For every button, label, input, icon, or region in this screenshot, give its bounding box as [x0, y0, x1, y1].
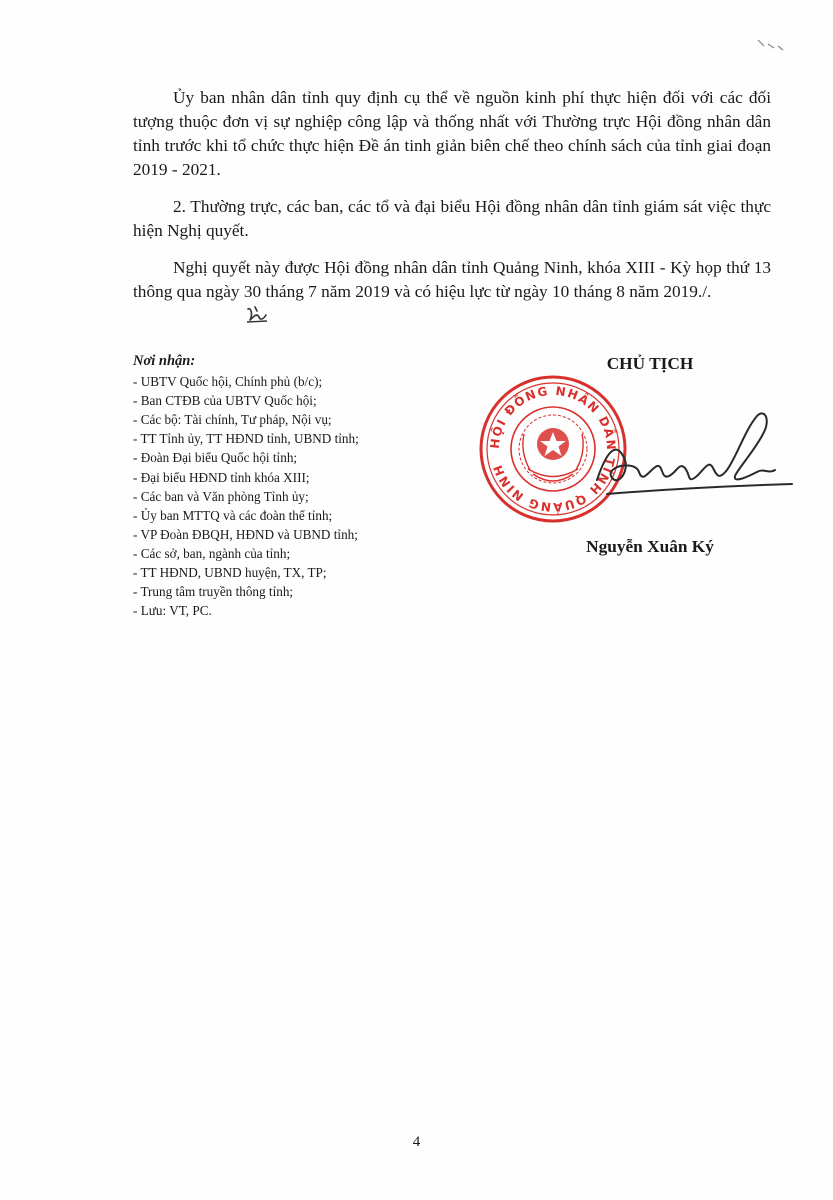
recipient-item: - Ủy ban MTTQ và các đoàn thể tỉnh; [133, 507, 333, 523]
handwritten-initial-mark [245, 305, 269, 325]
paragraph-funding [133, 86, 771, 182]
recipients-list [133, 352, 433, 620]
recipient-item: - Đoàn Đại biểu Quốc hội tỉnh; [133, 450, 298, 466]
recipient-item: - TT HĐND, UBND huyện, TX, TP; [133, 565, 327, 581]
recipients-heading: Nơi nhận: [133, 353, 196, 369]
recipient-item: - Các sở, ban, ngành của tỉnh; [133, 545, 291, 561]
paragraph-funding-text: Ủy ban nhân dân tỉnh quy định cụ thể về nguồn kinh phí thực hiện đối với các đối tượng thuộc đơn vị sự nghiệp công lập và thống nhất với Thường trực Hội đồng nhân dân tỉnh trước khi tổ chức thực hiện Đề án tinh giản biên chế theo chính sách của tỉnh giai đoạn 2019 - 2021. [133, 88, 771, 179]
signer-title: CHỦ TỊCH [606, 354, 694, 373]
paragraph-supervision [133, 195, 771, 243]
recipient-item: - UBTV Quốc hội, Chính phủ (b/c); [133, 374, 323, 390]
recipient-item: - TT Tỉnh ủy, TT HĐND tỉnh, UBND tỉnh; [133, 431, 359, 447]
recipient-item: - Lưu: VT, PC. [133, 603, 212, 619]
scan-corner-mark [756, 36, 786, 52]
paragraph-supervision-text: 2. Thường trực, các ban, các tổ và đại biểu Hội đồng nhân dân tỉnh giám sát việc thực hiện Nghị quyết. [133, 197, 771, 240]
handwritten-signature [587, 410, 797, 505]
paragraph-effective-date-text: Nghị quyết này được Hội đồng nhân dân tỉnh Quảng Ninh, khóa XIII - Kỳ họp thứ 13 thông qua ngày 30 tháng 7 năm 2019 và có hiệu lực từ ngày 10 tháng 8 năm 2019./. [133, 258, 771, 301]
signer-name: Nguyễn Xuân Ký [586, 537, 714, 556]
recipient-item: - VP Đoàn ĐBQH, HĐND và UBND tỉnh; [133, 526, 358, 542]
recipient-item: - Các bộ: Tài chính, Tư pháp, Nội vụ; [133, 412, 332, 428]
recipient-item: - Các ban và Văn phòng Tỉnh ủy; [133, 488, 309, 504]
page-number: 4 [412, 1134, 421, 1150]
recipient-item: - Đại biểu HĐND tỉnh khóa XIII; [133, 469, 310, 485]
paragraph-effective-date [133, 256, 771, 304]
recipient-item: - Trung tâm truyền thông tỉnh; [133, 584, 294, 600]
recipient-item: - Ban CTĐB của UBTV Quốc hội; [133, 393, 317, 409]
svg-text:HỘI ĐỒNG NHÂN DÂN TỈNH QUẢNG N: HỘI ĐỒNG NHÂN DÂN TỈNH QUẢNG NINH [487, 383, 619, 515]
